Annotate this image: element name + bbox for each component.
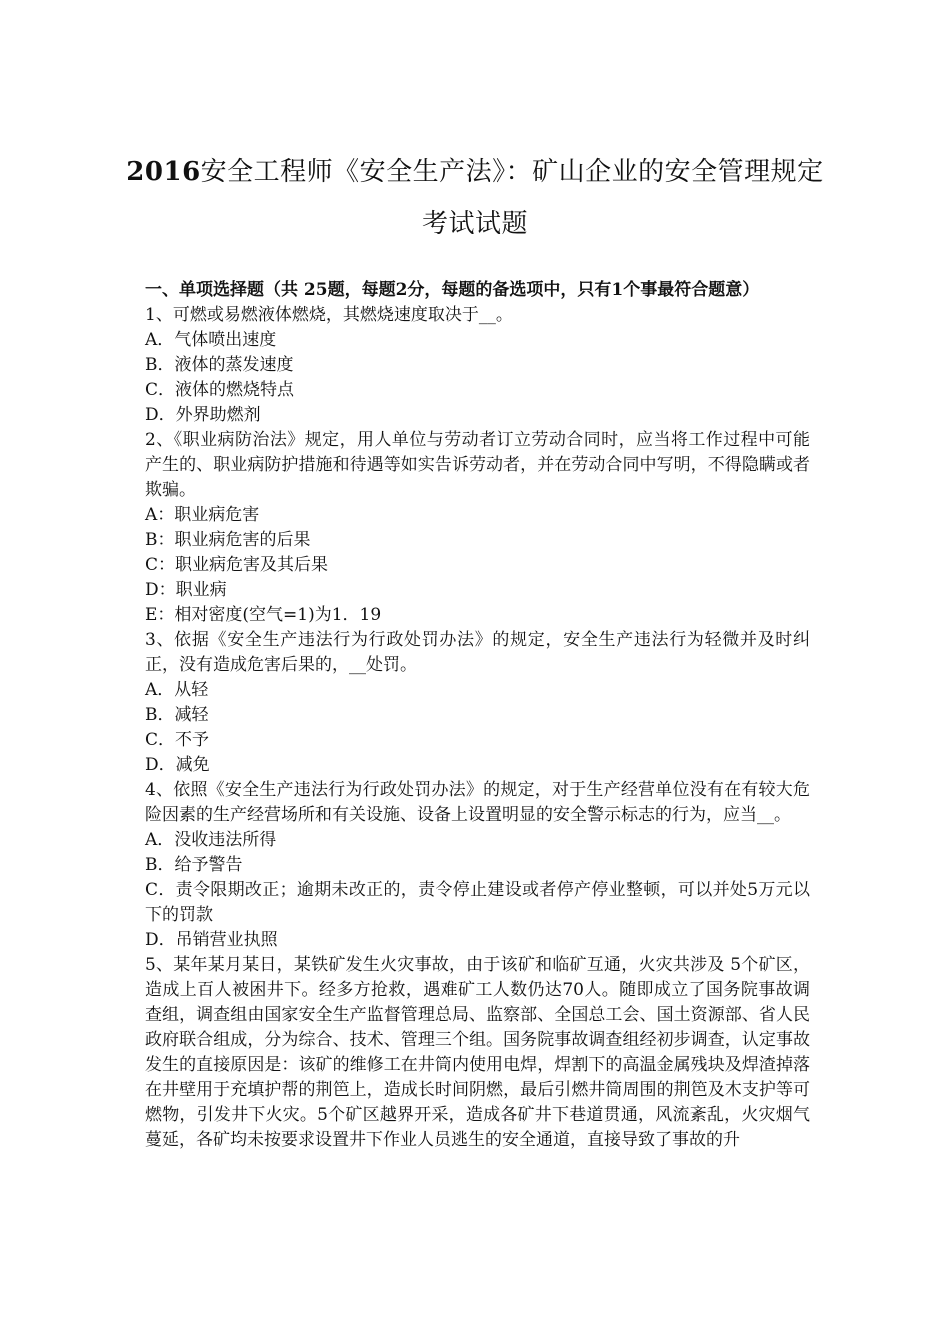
option: D．吊销营业执照	[145, 930, 278, 950]
option: D．减免	[145, 755, 210, 775]
option: A．没收违法所得	[145, 830, 277, 850]
option: B．减轻	[145, 705, 209, 725]
option: C．不予	[145, 730, 210, 750]
title-text: 安全工程师《安全生产法》：矿山企业的安全管理规定考试试题	[200, 157, 824, 239]
option: C．液体的燃烧特点	[145, 380, 295, 400]
question-1	[145, 303, 810, 428]
option: C．责令限期改正；逾期未改正的，责令停止建设或者停产停业整顿，可以并处5万元以下的罚款	[145, 880, 810, 925]
question-stem: 5、某年某月某日，某铁矿发生火灾事故，由于该矿和临矿互通，火灾共涉及 5个矿区，造成上百人被困井下。经多方抢救，遇难矿工人数仍达70人。随即成立了国务院事故调查组，调查组由国家安全生产监督管理总局、监察部、全国总工会、国土资源部、省人民政府联合组成，分为综合、技术、管理三个组。国务院事故调查组经初步调查，认定事故发生的直接原因是：该矿的维修工在井筒内使用电焊，焊割下的高温金属残块及焊渣掉落在井壁用于充填护帮的荆笆上，造成长时间阴燃，最后引燃井筒周围的荆笆及木支护等可燃物，引发井下火灾。5个矿区越界开采，造成各矿井下巷道贯通，风流紊乱，火灾烟气蔓延，各矿均未按要求设置井下作业人员逃生的安全通道，直接导致了事故的升	[145, 955, 810, 1150]
question-3	[145, 628, 810, 778]
option: B．液体的蒸发速度	[145, 355, 294, 375]
option: D：职业病	[145, 580, 227, 600]
option: C：职业病危害及其后果	[145, 555, 329, 575]
title-year: 2016	[126, 157, 201, 187]
section-heading: 一、单项选择题（共 25题，每题2分，每题的备选项中，只有1个事最符合题意）	[145, 280, 760, 300]
option: A．气体喷出速度	[145, 330, 277, 350]
question-4	[145, 778, 810, 953]
option: B．给予警告	[145, 855, 243, 875]
option: A．从轻	[145, 680, 209, 700]
document-body	[145, 278, 810, 1153]
option: D．外界助燃剂	[145, 405, 261, 425]
document-title	[120, 146, 830, 250]
question-stem: 1、可燃或易燃液体燃烧，其燃烧速度取决于__。	[145, 305, 513, 325]
option: B：职业病危害的后果	[145, 530, 311, 550]
question-stem: 3、依据《安全生产违法行为行政处罚办法》的规定，安全生产违法行为轻微并及时纠正，没有造成危害后果的，__处罚。	[145, 630, 810, 675]
question-5	[145, 953, 810, 1153]
question-stem: 4、依照《安全生产违法行为行政处罚办法》的规定，对于生产经营单位没有在有较大危险因素的生产经营场所和有关设施、设备上设置明显的安全警示标志的行为，应当__。	[145, 780, 810, 825]
question-stem: 2、《职业病防治法》规定，用人单位与劳动者订立劳动合同时，应当将工作过程中可能产生的、职业病防护措施和待遇等如实告诉劳动者，并在劳动合同中写明，不得隐瞒或者欺骗。	[145, 430, 810, 500]
question-2	[145, 428, 810, 628]
option: A：职业病危害	[145, 505, 260, 525]
option: E：相对密度(空气=1)为1．19	[145, 605, 382, 625]
